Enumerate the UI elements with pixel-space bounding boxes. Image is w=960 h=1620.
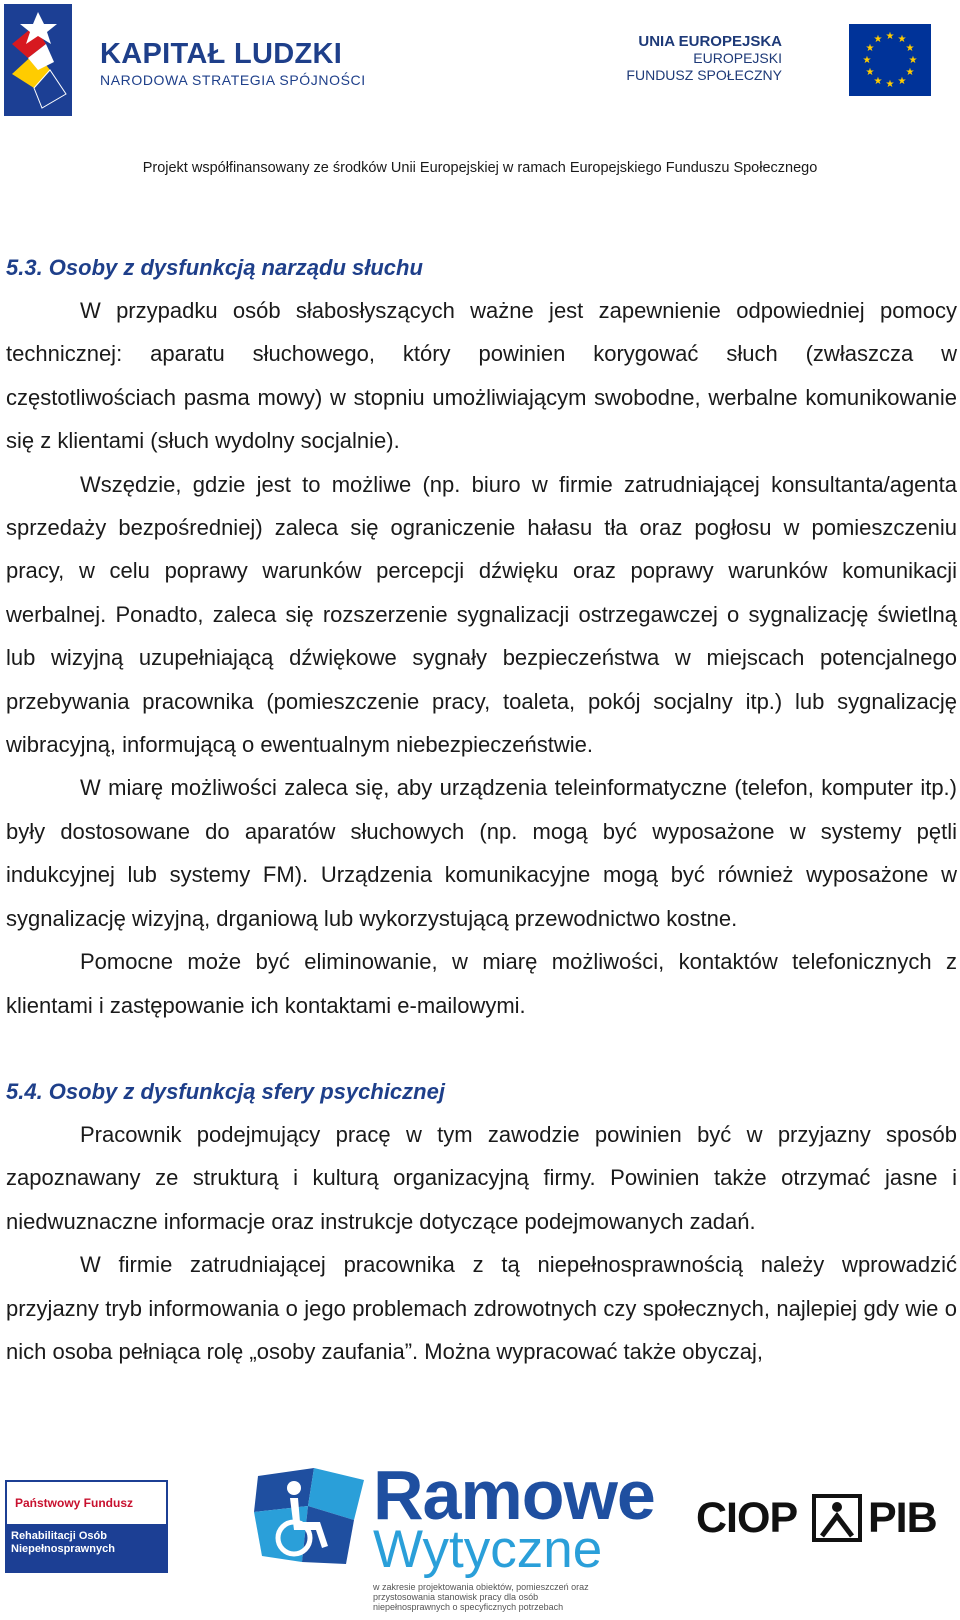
- svg-text:★: ★: [873, 76, 883, 87]
- document-body: [6, 246, 957, 1373]
- kapital-ludzki-subtitle: NARODOWA STRATEGIA SPÓJNOŚCI: [100, 72, 366, 88]
- paragraph: W miarę możliwości zaleca się, aby urządzenia teleinformatyczne (telefon, komputer itp.) były dostosowane do aparatów słuchowych (np. mogą być wyposażone w systemy pętli indukcyjnej lub systemy FM). Urządzenia komunikacyjne mogą być również wyposażone w sygnalizację wizyjną, drganiową lub wykorzystującą przewodnictwo kostne.: [6, 775, 957, 931]
- eu-label-line2: EUROPEJSKI: [693, 50, 782, 66]
- paragraph: Pomocne może być eliminowanie, w miarę możliwości, kontaktów telefonicznych z klientami i zastępowanie ich kontaktami e-mailowymi.: [6, 949, 957, 1018]
- kapital-ludzki-title: KAPITAŁ LUDZKI: [100, 38, 343, 70]
- section-heading: 5.3. Osoby z dysfunkcją narządu słuchu: [6, 255, 423, 280]
- svg-text:★: ★: [908, 55, 918, 66]
- pfron-logo: [5, 1480, 168, 1573]
- svg-text:★: ★: [862, 55, 872, 66]
- svg-text:★: ★: [865, 67, 875, 78]
- pib-text: PIB: [868, 1494, 937, 1542]
- svg-text:★: ★: [885, 79, 895, 90]
- pfron-line2: Rehabilitacji Osób: [11, 1530, 107, 1542]
- eu-flag-icon: [849, 24, 931, 96]
- svg-text:★: ★: [885, 31, 895, 42]
- svg-text:★: ★: [905, 43, 915, 54]
- eu-label-line3: FUNDUSZ SPOŁECZNY: [626, 67, 782, 83]
- project-cofinancing-line: Projekt współfinansowany ze środków Unii Europejskiej w ramach Europejskiego Funduszu Społecznego: [142, 160, 818, 176]
- page-footer: [0, 1456, 960, 1620]
- ciop-text: CIOP: [696, 1494, 798, 1542]
- svg-text:★: ★: [897, 76, 907, 87]
- page-header: [0, 0, 960, 190]
- svg-text:★: ★: [873, 34, 883, 45]
- svg-text:★: ★: [897, 34, 907, 45]
- paragraph: W firmie zatrudniającej pracownika z tą niepełnosprawnością należy wprowadzić przyjazny tryb informowania o jego problemach zdrowotnych czy społecznych, najlepiej gdy wie o nich osoba pełniąca rolę „osoby zaufania”. Można wypracować także obyczaj,: [6, 1252, 957, 1364]
- ramowe-note: w zakresie projektowania obiektów, pomieszczeń oraz przystosowania stanowisk pracy dla osób niepełnosprawnych o specyficznych potrzebach: [373, 1582, 589, 1612]
- wheelchair-accessibility-icon: [254, 1466, 366, 1566]
- ciop-person-icon: [812, 1494, 862, 1542]
- section-spacer: [6, 1027, 957, 1070]
- eu-label: [626, 33, 782, 84]
- paragraph: Pracownik podejmujący pracę w tym zawodzie powinien być w przyjazny sposób zapoznawany ze strukturą i kulturą organizacyjną firmy. Powinien także otrzymać jasne i niedwuznaczne informacje oraz instrukcje dotyczące podejmowanych zadań.: [6, 1121, 957, 1234]
- ramowe-title: Ramowe: [373, 1456, 655, 1534]
- kapital-ludzki-logo-icon: [4, 4, 72, 116]
- pfron-line3: Niepełnosprawnych: [11, 1543, 115, 1555]
- svg-text:★: ★: [865, 43, 875, 54]
- paragraph: Wszędzie, gdzie jest to możliwe (np. biuro w firmie zatrudniającej konsultanta/agenta sprzedaży bezpośredniej) zaleca się ograniczenie hałasu tła oraz pogłosu w pomieszczeniu pracy, w celu poprawy warunków percepcji dźwięku oraz poprawy warunków komunikacji werbalnej. Ponadto, zaleca się rozszerzenie sygnalizacji ostrzegawczej o sygnalizację świetlną lub wizyjną uzupełniającą dźwiękowe sygnały bezpieczeństwa w miejscach potencjalnego przebywania pracownika (pomieszczenie pracy, toaleta, pokój socjalny itp.) lub sygnalizację wibracyjną, informującą o ewentualnym niebezpieczeństwie.: [6, 471, 957, 758]
- eu-label-line1: UNIA EUROPEJSKA: [638, 33, 782, 50]
- pfron-line1: Państwowy Fundusz: [15, 1496, 134, 1510]
- section-heading: 5.4. Osoby z dysfunkcją sfery psychicznej: [6, 1078, 445, 1104]
- ramowe-subtitle: Wytyczne: [373, 1520, 603, 1579]
- paragraph: W przypadku osób słabosłyszących ważne jest zapewnienie odpowiedniej pomocy technicznej: aparatu słuchowego, który powinien korygować słuch (zwłaszcza w częstotliwościach pasma mowy) w stopniu umożliwiającym swobodne, werbalne komunikowanie się z klientami (słuch wydolny socjalnie).: [6, 298, 957, 454]
- svg-text:★: ★: [905, 67, 915, 78]
- kapital-ludzki-text: [100, 38, 366, 88]
